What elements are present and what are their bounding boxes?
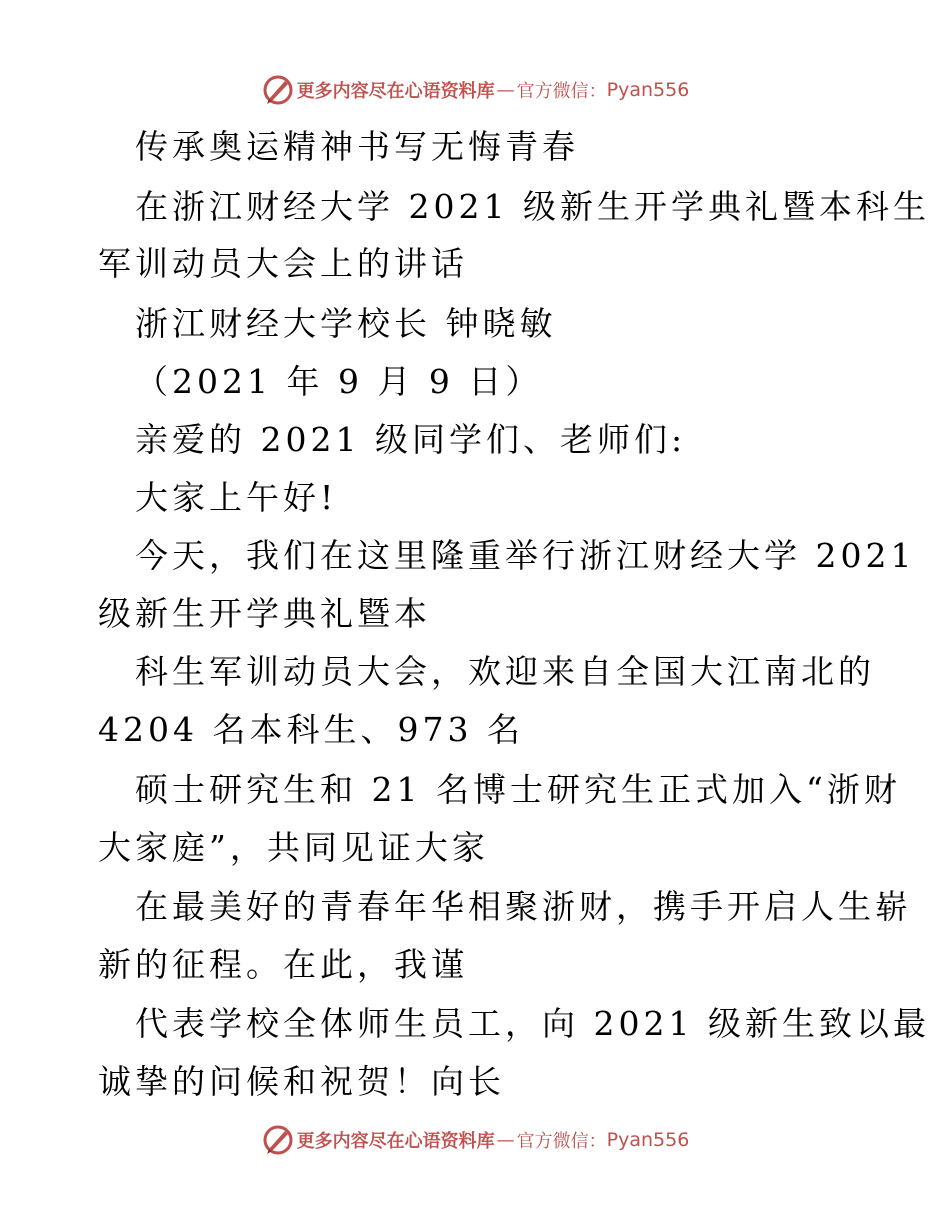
banner-text: 更多内容尽在心语资料库	[296, 1131, 495, 1152]
document-salutation: 亲爱的 2021 级同学们、老师们:	[135, 420, 687, 459]
document-greeting: 大家上午好!	[135, 478, 338, 517]
banner-contact-id: Pyan556	[606, 79, 690, 101]
banner-contact-label: 官方微信：	[516, 1131, 607, 1152]
banner-dash: —	[496, 79, 515, 101]
body-line: 大家庭”，共同见证大家	[98, 828, 489, 867]
banner-contact-label: 官方微信：	[516, 81, 607, 102]
footer-banner	[0, 1120, 950, 1160]
body-line: 级新生开学典礼暨本	[98, 594, 431, 633]
banner-contact-id: Pyan556	[606, 1129, 690, 1151]
body-line: 今天，我们在这里隆重举行浙江财经大学 2021	[135, 536, 916, 575]
document-subtitle-line2: 军训动员大会上的讲话	[98, 244, 468, 283]
document-title: 传承奥运精神书写无悔青春	[135, 127, 579, 166]
document-speaker: 浙江财经大学校长 钟晓敏	[135, 304, 557, 343]
body-line: 硕士研究生和 21 名博士研究生正式加入“浙财	[135, 770, 901, 809]
body-line: 4204 名本科生、973 名	[98, 710, 524, 749]
banner-text: 更多内容尽在心语资料库	[296, 81, 495, 102]
body-line: 新的征程。在此，我谨	[98, 945, 468, 984]
document-subtitle-line1: 在浙江财经大学 2021 级新生开学典礼暨本科生	[135, 187, 930, 226]
banner-dash: —	[496, 1129, 515, 1151]
body-line: 在最美好的青春年华相聚浙财，携手开启人生崭	[135, 887, 912, 926]
body-line: 代表学校全体师生员工，向 2021 级新生致以最	[135, 1004, 930, 1043]
document-date: （2021 年 9 月 9 日）	[135, 362, 543, 401]
body-line: 科生军训动员大会，欢迎来自全国大江南北的	[135, 652, 875, 691]
pen-logo-icon	[261, 1123, 295, 1157]
body-line: 诚挚的问候和祝贺！向长	[98, 1062, 505, 1101]
